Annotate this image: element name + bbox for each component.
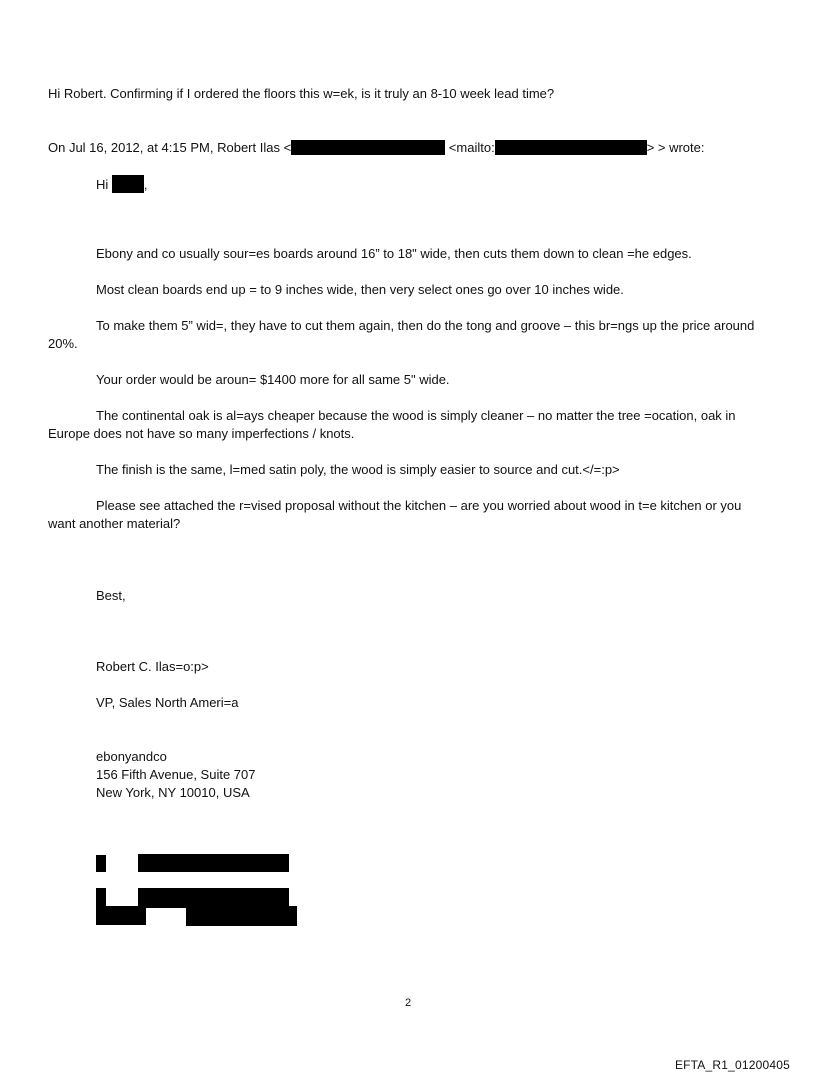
body-paragraph-6: The finish is the same, l=med satin poly, the wood is simply easier to source and cut.</=:p>: [96, 462, 620, 477]
footer-document-id: EFTA_R1_01200405: [674, 1058, 790, 1072]
signature-address-line2: New York, NY 10010, USA: [96, 785, 250, 800]
email-reply-line: Hi Robert. Confirming if I ordered the floors this w=ek, is it truly an 8-10 week lead time?: [48, 86, 555, 101]
redaction-block: [138, 854, 289, 872]
redaction-block: [96, 855, 106, 872]
body-paragraph-2: Most clean boards end up = to 9 inches wide, then very select ones go over 10 inches wide.: [96, 282, 624, 297]
quote-header-suffix: > > wrote:: [646, 140, 705, 155]
redaction-block: [96, 888, 106, 908]
body-paragraph-1: Ebony and co usually sour=es boards around 16” to 18" wide, then cuts them down to clean =he edges.: [96, 246, 692, 261]
greeting-word: Hi: [96, 177, 109, 192]
redaction-block: [138, 888, 289, 908]
redacted-recipient-name: [112, 175, 144, 193]
body-paragraph-7: Please see attached the r=vised proposal without the kitchen – are you worried about wood in t=e kitchen or you want another material?: [48, 498, 742, 531]
redacted-mailto-address: [495, 140, 647, 155]
redacted-email-address: [291, 140, 445, 155]
mailto-label: <mailto:: [448, 140, 495, 155]
quote-header-prefix: On Jul 16, 2012, at 4:15 PM, Robert Ilas <: [48, 140, 292, 155]
body-paragraph-3: To make them 5” wid=, they have to cut them again, then do the tong and groove – this br=ngs up the price around 20%.: [48, 318, 755, 351]
redaction-block: [186, 906, 297, 926]
body-paragraph-4: Your order would be aroun= $1400 more for all same 5" wide.: [96, 372, 450, 387]
signature-address-line1: 156 Fifth Avenue, Suite 707: [96, 767, 256, 782]
signature-company: ebonyandco: [96, 749, 167, 764]
quote-header: [48, 139, 705, 157]
greeting-punct: ,: [143, 177, 148, 192]
closing: Best,: [96, 588, 126, 603]
signature-title: VP, Sales North Ameri=a: [96, 695, 239, 710]
greeting: [96, 175, 148, 194]
body-paragraph-5: The continental oak is al=ays cheaper because the wood is simply cleaner – no matter the tree =ocation, oak in Europe does not have so many imperfections / knots.: [48, 408, 736, 441]
page-number: 2: [404, 997, 412, 1009]
redaction-block: [96, 906, 146, 925]
signature-name: Robert C. Ilas=o:p>: [96, 659, 209, 674]
